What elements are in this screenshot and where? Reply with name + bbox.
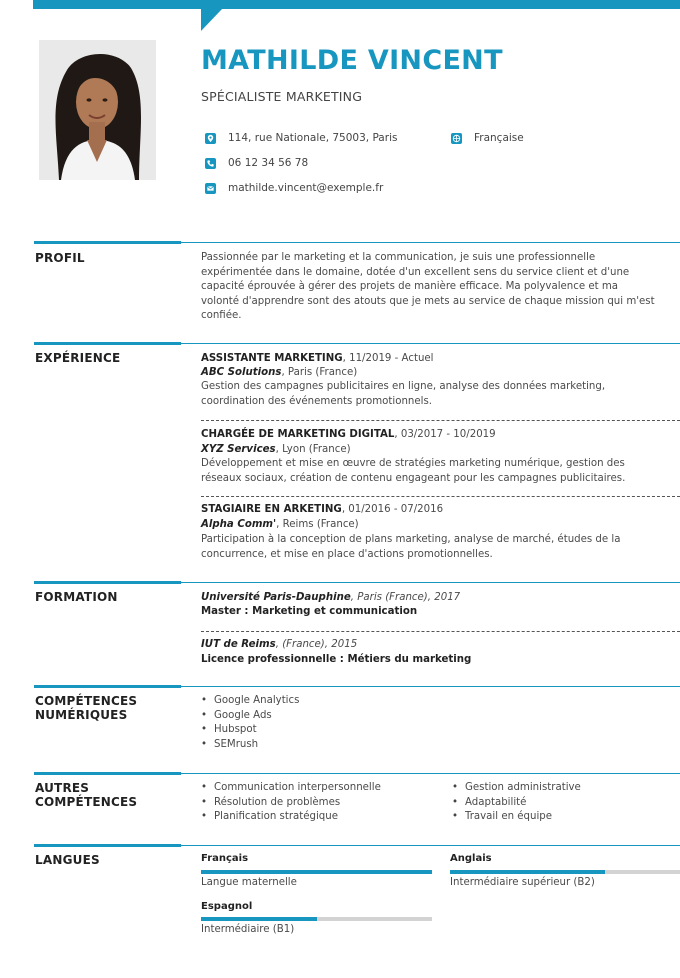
section-divider-thick — [34, 241, 181, 244]
section-divider-thick — [34, 581, 181, 584]
job-title: SPÉCIALISTE MARKETING — [201, 89, 363, 104]
list-item: • Communication interpersonnelle — [201, 781, 381, 796]
list-item: • Gestion administrative — [452, 781, 581, 796]
section-divider — [181, 686, 680, 687]
degree-name: Marketing et communication — [252, 606, 418, 617]
job-role: STAGIAIRE EN ARKETING — [201, 504, 342, 515]
school-place: , (France), 2015 — [275, 639, 358, 650]
section-divider-thick — [34, 772, 181, 775]
section-divider — [181, 773, 680, 774]
section-title-line: COMPÉTENCES — [35, 694, 138, 708]
section-title-line: COMPÉTENCES — [35, 795, 138, 809]
degree-name: Métiers du marketing — [347, 654, 472, 665]
degree-label: Master : — [201, 606, 253, 617]
other-skills-list-col1 — [201, 781, 381, 825]
location-icon — [205, 133, 216, 144]
section-divider — [181, 242, 680, 243]
school-name: Université Paris-Dauphine — [201, 592, 351, 603]
experience-2-company — [201, 443, 351, 457]
language-level-fill — [450, 870, 605, 874]
school-place: , Paris (France), 2017 — [350, 592, 461, 603]
list-item: • Adaptabilité — [452, 796, 581, 811]
profile-line: volonté d'apprendre sont des atouts que je mets au service de chaque mission qui m'est — [201, 295, 655, 307]
job-dates: , 11/2019 - Actuel — [342, 353, 434, 364]
email-icon — [205, 183, 216, 194]
phone-icon — [205, 158, 216, 169]
language-level-fill — [201, 870, 432, 874]
profile-summary — [201, 251, 671, 324]
list-item: • Planification stratégique — [201, 810, 381, 825]
contact-nationality — [451, 132, 524, 144]
company-name: Alpha Comm' — [201, 519, 277, 530]
candidate-name: MATHILDE VINCENT — [201, 45, 503, 76]
profile-line: capacité éprouvée à gérer des projets de manière efficace. Ma polyvalence et ma — [201, 281, 619, 292]
education-1-school — [201, 591, 460, 605]
address-text: 114, rue Nationale, 75003, Paris — [228, 132, 398, 144]
education-1-degree — [201, 605, 417, 619]
nationality-text: Française — [474, 132, 524, 144]
language-level-text: Intermédiaire supérieur (B2) — [450, 877, 595, 888]
list-item: • Travail en équipe — [452, 810, 581, 825]
experience-1-heading — [201, 352, 434, 366]
digital-skills-list — [201, 694, 299, 753]
section-divider — [181, 582, 680, 583]
globe-icon — [451, 133, 462, 144]
dashed-separator — [201, 420, 680, 421]
phone-text: 06 12 34 56 78 — [228, 157, 309, 169]
section-title-line: NUMÉRIQUES — [35, 708, 128, 722]
list-item: • Résolution de problèmes — [201, 796, 381, 811]
profile-line: confiée. — [201, 310, 242, 321]
section-title-other-skills — [35, 781, 137, 809]
list-item: • Google Analytics — [201, 694, 299, 709]
email-text[interactable]: mathilde.vincent@exemple.fr — [228, 182, 384, 194]
job-description: réseaux sociaux, création de contenu engageant pour les campagnes publicitaires. — [201, 473, 626, 484]
language-level-text: Langue maternelle — [201, 877, 297, 888]
profile-photo — [39, 40, 156, 180]
dashed-separator — [201, 631, 680, 632]
section-title-languages: LANGUES — [35, 853, 100, 867]
company-location: , Paris (France) — [281, 367, 358, 378]
contact-phone — [205, 157, 308, 169]
section-title-profile: PROFIL — [35, 251, 85, 265]
experience-1-company — [201, 366, 357, 380]
dashed-separator — [201, 496, 680, 497]
school-name: IUT de Reims — [201, 639, 276, 650]
language-level-fill — [201, 917, 317, 921]
list-item: • Hubspot — [201, 723, 299, 738]
company-location: , Reims (France) — [276, 519, 359, 530]
language-level-bar — [201, 917, 432, 921]
section-divider-thick — [34, 342, 181, 345]
section-divider-thick — [34, 844, 181, 847]
language-level-bar — [201, 870, 432, 874]
job-role: ASSISTANTE MARKETING — [201, 353, 343, 364]
profile-line: expérimentée dans le domaine, dotée d'un excellent sens du service client et d'une — [201, 266, 630, 278]
company-location: , Lyon (France) — [275, 444, 351, 455]
section-title-education: FORMATION — [35, 590, 118, 604]
job-description: coordination des événements promotionnels. — [201, 396, 433, 407]
profile-line: Passionnée par le marketing et la communication, je suis une professionnelle — [201, 252, 596, 263]
education-2-school — [201, 638, 357, 652]
section-divider-thick — [34, 685, 181, 688]
list-item: • Google Ads — [201, 709, 299, 724]
job-description: concurrence, et mise en place d'actions promotionnelles. — [201, 549, 493, 560]
other-skills-list-col2 — [452, 781, 581, 825]
section-divider — [181, 343, 680, 344]
list-item: • SEMrush — [201, 738, 299, 753]
company-name: ABC Solutions — [201, 367, 282, 378]
job-description: Développement et mise en œuvre de stratégies marketing numérique, gestion des — [201, 458, 625, 469]
header-accent-notch — [201, 9, 222, 31]
experience-3-company — [201, 518, 359, 532]
job-description: Participation à la conception de plans marketing, analyse de marché, études de la — [201, 534, 621, 545]
language-level-text: Intermédiaire (B1) — [201, 924, 295, 935]
section-title-experience: EXPÉRIENCE — [35, 351, 121, 365]
section-divider — [181, 845, 680, 846]
job-description: Gestion des campagnes publicitaires en ligne, analyse des données marketing, — [201, 381, 606, 392]
contact-address — [205, 132, 397, 144]
section-title-line: AUTRES — [35, 781, 90, 795]
education-2-degree — [201, 653, 471, 667]
section-title-digital-skills — [35, 694, 137, 722]
header-accent-bar — [33, 0, 680, 9]
job-dates: , 01/2016 - 07/2016 — [341, 504, 444, 515]
experience-3-heading — [201, 503, 443, 517]
job-dates: , 03/2017 - 10/2019 — [394, 429, 496, 440]
language-name: Espagnol — [201, 901, 253, 912]
company-name: XYZ Services — [201, 444, 276, 455]
experience-2-heading — [201, 428, 496, 442]
language-name: Français — [201, 853, 249, 864]
language-name: Anglais — [450, 853, 492, 864]
job-role: CHARGÉE DE MARKETING DIGITAL — [201, 429, 395, 440]
language-level-bar — [450, 870, 680, 874]
contact-email[interactable] — [205, 182, 383, 194]
degree-label: Licence professionnelle : — [201, 654, 348, 665]
